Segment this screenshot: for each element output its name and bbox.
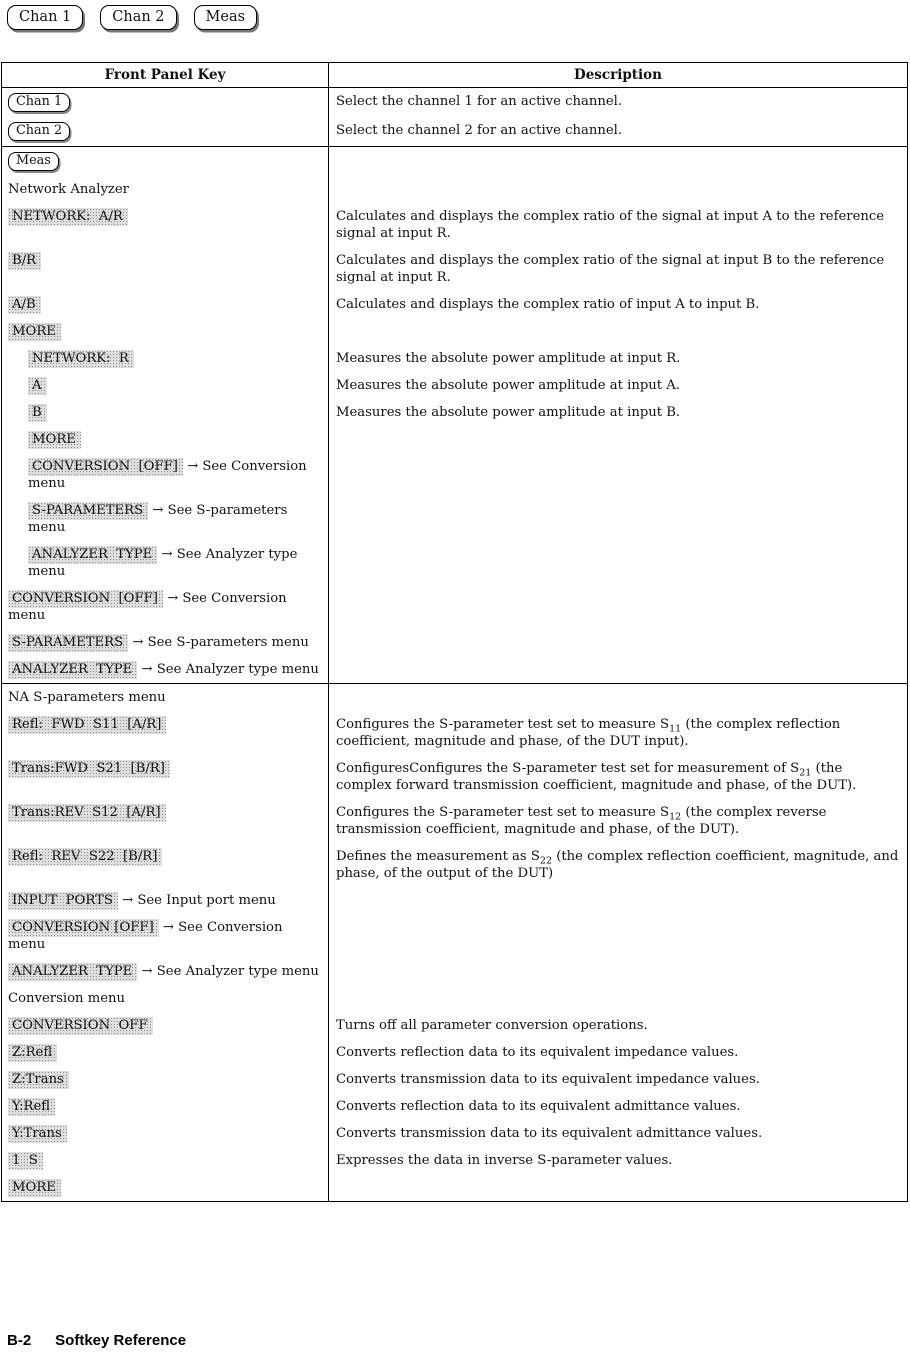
description-cell: Converts transmission data to its equivalent admittance values.	[329, 1120, 908, 1147]
description-cell: ConfiguresConfigures the S-parameter test set for measurement of $S_{21}$ (the complex forward transmission coefficient, magnitude and phase, of the DUT).	[329, 755, 908, 799]
key-cell	[2, 88, 329, 117]
table-row	[2, 203, 908, 247]
softkey-label: Trans:REV S12 [A/R]	[8, 804, 166, 822]
description-cell: Measures the absolute power amplitude at input R.	[329, 345, 908, 372]
key-cell	[2, 887, 329, 914]
key-cell	[2, 1174, 329, 1202]
table-row	[2, 656, 908, 684]
front-panel-key: Chan 1	[7, 5, 83, 30]
description-cell: Converts transmission data to its equivalent impedance values.	[329, 1066, 908, 1093]
description-cell	[329, 585, 908, 629]
table-row	[2, 176, 908, 203]
softkey-label: CONVERSION [OFF]	[28, 458, 183, 476]
table-row	[2, 711, 908, 755]
table-row	[2, 799, 908, 843]
table-row	[2, 345, 908, 372]
description-cell: Measures the absolute power amplitude at input A.	[329, 372, 908, 399]
key-cell	[2, 453, 329, 497]
menu-title: NA S-parameters menu	[8, 689, 166, 705]
description-cell: Select the channel 1 for an active channel.	[329, 88, 908, 117]
key-cell	[2, 914, 329, 958]
table-row	[2, 117, 908, 146]
softkey-label: A/B	[8, 296, 41, 314]
softkey-label: MORE	[28, 431, 81, 449]
key-cell	[2, 1120, 329, 1147]
softkey-label: MORE	[8, 1179, 61, 1197]
table-row	[2, 247, 908, 291]
key-cell	[2, 497, 329, 541]
see-menu-reference: → See Analyzer type menu	[137, 661, 319, 677]
table-row	[2, 629, 908, 656]
softkey-label: INPUT PORTS	[8, 892, 118, 910]
page-number: B-2	[7, 1332, 32, 1349]
description-cell	[329, 958, 908, 985]
table-header	[2, 63, 908, 88]
see-menu-reference: → See Input port menu	[117, 892, 276, 908]
table-row	[2, 291, 908, 318]
table-row	[2, 372, 908, 399]
softkey-label: A	[28, 377, 47, 395]
front-panel-keys-row	[7, 5, 257, 30]
description-cell: Defines the measurement as $S_{22}$ (the complex reflection coefficient, magnitude, and phase, of the output of the DUT)	[329, 843, 908, 887]
key-cell	[2, 345, 329, 372]
see-menu-reference: → See S-parameters menu	[128, 634, 309, 650]
description-cell	[329, 146, 908, 175]
table-row	[2, 985, 908, 1012]
table-row	[2, 497, 908, 541]
table-row	[2, 843, 908, 887]
table-row	[2, 1012, 908, 1039]
description-cell: Configures the S-parameter test set to measure $S_{11}$ (the complex reflection coefficient, magnitude and phase, of the DUT input).	[329, 711, 908, 755]
see-menu-reference: → See S-parameters menu	[28, 502, 288, 535]
see-menu-reference: → See Analyzer type menu	[137, 963, 319, 979]
description-cell	[329, 453, 908, 497]
key-cell	[2, 176, 329, 203]
key-cell	[2, 585, 329, 629]
softkey-label: NETWORK: R	[28, 350, 134, 368]
table-row	[2, 426, 908, 453]
table-row	[2, 1093, 908, 1120]
description-cell	[329, 176, 908, 203]
key-cell	[2, 146, 329, 175]
softkey-label: Trans:FWD S21 [B/R]	[8, 760, 170, 778]
softkey-label: Y:Refl	[8, 1098, 55, 1116]
table-row	[2, 958, 908, 985]
description-cell: Calculates and displays the complex ratio of the signal at input A to the reference signal at input R.	[329, 203, 908, 247]
table-row	[2, 585, 908, 629]
softkey-label: Z:Trans	[8, 1071, 69, 1089]
softkey-label: NETWORK: A/R	[8, 208, 128, 226]
softkey-label: ANALYZER TYPE	[8, 661, 137, 679]
softkey-label: CONVERSION [OFF]	[8, 919, 159, 937]
key-cell	[2, 755, 329, 799]
description-cell	[329, 318, 908, 345]
key-cell	[2, 291, 329, 318]
table-row	[2, 683, 908, 711]
key-cell	[2, 1147, 329, 1174]
table-row	[2, 1039, 908, 1066]
softkey-label: S-PARAMETERS	[28, 502, 148, 520]
table-row	[2, 399, 908, 426]
front-panel-key: Meas	[8, 152, 59, 171]
see-menu-reference: → See Conversion menu	[8, 919, 283, 952]
key-cell	[2, 683, 329, 711]
footer-title: Softkey Reference	[55, 1332, 187, 1349]
description-cell	[329, 683, 908, 711]
softkey-label: Y:Trans	[8, 1125, 67, 1143]
see-menu-reference: → See Conversion menu	[28, 458, 307, 491]
key-cell	[2, 426, 329, 453]
key-cell	[2, 1093, 329, 1120]
softkey-reference-table	[1, 62, 908, 1202]
table-row	[2, 1147, 908, 1174]
key-cell	[2, 203, 329, 247]
description-cell: Calculates and displays the complex ratio of input A to input B.	[329, 291, 908, 318]
softkey-label: 1 S	[8, 1152, 43, 1170]
softkey-label: S-PARAMETERS	[8, 634, 128, 652]
softkey-label: B/R	[8, 252, 41, 270]
description-cell: Converts reflection data to its equivalent admittance values.	[329, 1093, 908, 1120]
key-cell	[2, 985, 329, 1012]
key-cell	[2, 843, 329, 887]
key-cell	[2, 117, 329, 146]
column-header-front-panel-key: Front Panel Key	[2, 63, 329, 88]
description-cell	[329, 497, 908, 541]
description-cell	[329, 914, 908, 958]
softkey-label: ANALYZER TYPE	[8, 963, 137, 981]
softkey-label: CONVERSION OFF	[8, 1017, 153, 1035]
table-row	[2, 453, 908, 497]
key-cell	[2, 541, 329, 585]
key-cell	[2, 372, 329, 399]
table-body	[2, 88, 908, 1202]
table-row	[2, 1066, 908, 1093]
description-cell	[329, 629, 908, 656]
description-cell: Calculates and displays the complex ratio of the signal at input B to the reference signal at input R.	[329, 247, 908, 291]
softkey-label: Refl: REV S22 [B/R]	[8, 848, 162, 866]
table-row	[2, 541, 908, 585]
key-cell	[2, 799, 329, 843]
key-cell	[2, 656, 329, 684]
front-panel-key: Meas	[194, 5, 258, 30]
front-panel-key: Chan 2	[100, 5, 176, 30]
description-cell	[329, 1174, 908, 1202]
table-row	[2, 88, 908, 117]
softkey-label: MORE	[8, 323, 61, 341]
description-cell	[329, 426, 908, 453]
menu-title: Network Analyzer	[8, 181, 129, 197]
table-row	[2, 1174, 908, 1202]
description-cell: Select the channel 2 for an active channel.	[329, 117, 908, 146]
description-cell	[329, 656, 908, 684]
key-cell	[2, 629, 329, 656]
front-panel-key: Chan 2	[8, 122, 70, 141]
table-row	[2, 887, 908, 914]
see-menu-reference: → See Conversion menu	[8, 590, 287, 623]
description-cell: Configures the S-parameter test set to measure $S_{12}$ (the complex reverse transmission coefficient, magnitude and phase, of the DUT).	[329, 799, 908, 843]
key-cell	[2, 1012, 329, 1039]
column-header-description: Description	[329, 63, 908, 88]
key-cell	[2, 1066, 329, 1093]
table-row	[2, 318, 908, 345]
description-cell	[329, 985, 908, 1012]
key-cell	[2, 1039, 329, 1066]
softkey-label: ANALYZER TYPE	[28, 546, 157, 564]
front-panel-key: Chan 1	[8, 93, 70, 112]
table-row	[2, 1120, 908, 1147]
key-cell	[2, 247, 329, 291]
see-menu-reference: → See Analyzer type menu	[28, 546, 298, 579]
key-cell	[2, 711, 329, 755]
table-row	[2, 146, 908, 175]
description-cell	[329, 887, 908, 914]
description-cell: Measures the absolute power amplitude at input B.	[329, 399, 908, 426]
table-row	[2, 914, 908, 958]
softkey-label: Z:Refl	[8, 1044, 57, 1062]
description-cell: Converts reflection data to its equivalent impedance values.	[329, 1039, 908, 1066]
key-cell	[2, 399, 329, 426]
header-row	[2, 63, 908, 88]
softkey-label: CONVERSION [OFF]	[8, 590, 163, 608]
key-cell	[2, 958, 329, 985]
key-cell	[2, 318, 329, 345]
page-footer	[7, 1332, 186, 1349]
description-cell	[329, 541, 908, 585]
description-cell: Expresses the data in inverse S-parameter values.	[329, 1147, 908, 1174]
softkey-label: B	[28, 404, 47, 422]
description-cell: Turns off all parameter conversion operations.	[329, 1012, 908, 1039]
softkey-label: Refl: FWD S11 [A/R]	[8, 716, 166, 734]
menu-title: Conversion menu	[8, 990, 125, 1006]
table-row	[2, 755, 908, 799]
